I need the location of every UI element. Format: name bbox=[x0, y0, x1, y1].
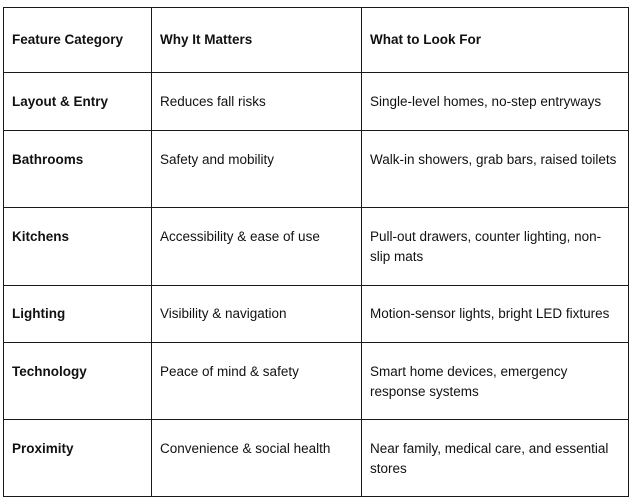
header-feature-category: Feature Category bbox=[4, 8, 152, 73]
why-cell: Reduces fall risks bbox=[152, 73, 362, 131]
table-row bbox=[4, 343, 629, 420]
header-what-to-look-for: What to Look For bbox=[362, 8, 629, 73]
why-cell: Visibility & navigation bbox=[152, 286, 362, 343]
look-for-cell: Pull-out drawers, counter lighting, non-slip mats bbox=[362, 208, 629, 286]
header-why-it-matters: Why It Matters bbox=[152, 8, 362, 73]
feature-table-container bbox=[3, 7, 629, 497]
category-cell: Technology bbox=[4, 343, 152, 420]
look-for-cell: Motion-sensor lights, bright LED fixtures bbox=[362, 286, 629, 343]
table-row bbox=[4, 131, 629, 208]
category-cell: Kitchens bbox=[4, 208, 152, 286]
why-cell: Convenience & social health bbox=[152, 420, 362, 497]
feature-table bbox=[3, 7, 629, 497]
category-cell: Lighting bbox=[4, 286, 152, 343]
why-cell: Safety and mobility bbox=[152, 131, 362, 208]
category-cell: Bathrooms bbox=[4, 131, 152, 208]
table-row bbox=[4, 73, 629, 131]
look-for-cell: Single-level homes, no-step entryways bbox=[362, 73, 629, 131]
look-for-cell: Near family, medical care, and essential stores bbox=[362, 420, 629, 497]
table-header-row bbox=[4, 8, 629, 73]
category-cell: Layout & Entry bbox=[4, 73, 152, 131]
why-cell: Accessibility & ease of use bbox=[152, 208, 362, 286]
look-for-cell: Smart home devices, emergency response systems bbox=[362, 343, 629, 420]
why-cell: Peace of mind & safety bbox=[152, 343, 362, 420]
category-cell: Proximity bbox=[4, 420, 152, 497]
table-row bbox=[4, 420, 629, 497]
look-for-cell: Walk-in showers, grab bars, raised toilets bbox=[362, 131, 629, 208]
table-row bbox=[4, 286, 629, 343]
table-row bbox=[4, 208, 629, 286]
